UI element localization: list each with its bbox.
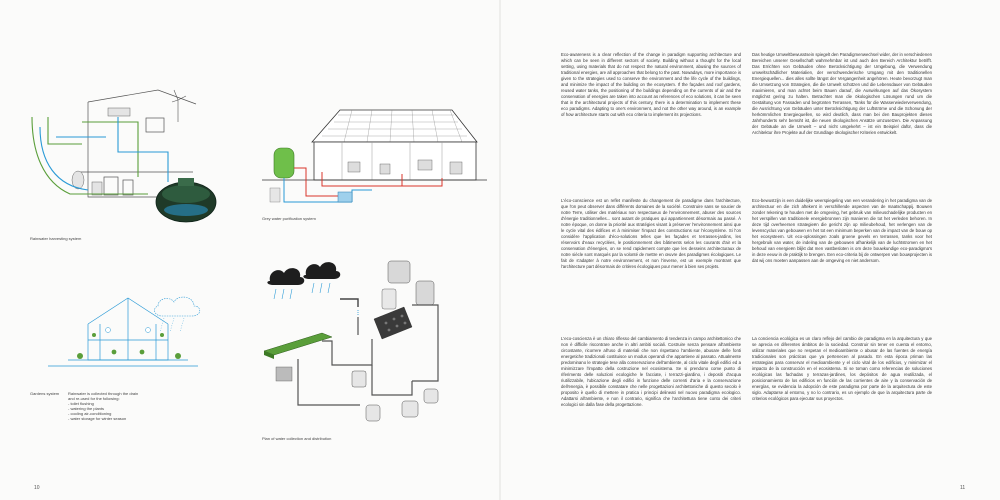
page-number-right: 11 [960, 485, 966, 491]
water-collection-plan-illustration [262, 255, 462, 433]
text-italian: L'eco-coscienza è un chiaro riflesso del cambiamento di tendenza in campo architettonico che non è difficile riscontrare anche in altri ambiti sociali. Costruire senza pensare all'ambiente circostante, ricorrere all'uso di materiali che non rispettano l'ambiente, abusare delle fonti energetiche tradizionali costituisce un modus operandi che appartiene al passato. Attualmente predominano le strategie tese alla conservazione dell'ambiente, al ciclo vitale degli edifici ed a minimizzare l'impatto della costruzione nel ecosistema. Se si prendono come punto di riferimento delle soluzioni ecologiche le facciate, i terrazzi-giardino, i depositi d'acqua riutilizzabile, l'ubicazione degli edifici in funzione delle correnti d'aria e la conservazione dell'energia, è possibile constatare che nelle progettazioni architettoniche di questo secolo è proposito è quello di mettere in pratica i principi delineati nel nuovo paradigma ecologico. Adattarsi all'ambiente, e non il contrario, significa che l'architettura tiene conto dei criteri ecologici sin dalla fase della progettazione. [561, 336, 741, 407]
caption-grey-water: Grey water purification system [262, 216, 316, 221]
grey-water-purification-illustration [262, 102, 487, 214]
rainwater-harvesting-illustration [18, 82, 228, 232]
caption-gardens-item: - cooling air-conditioning [68, 411, 112, 416]
text-english: Eco-awareness is a clear reflection of the change in paradigm supporting architecture and which can be seen in different sectors of society. Building without a thought for the local setting, using materials that do not respect the natural environment, abusing the sources of traditional energies, are all approaches that belong to the past. Nowadays, more importance is given to the strategies used to conserve the environment and the life cycle of the buildings, and minimize the impact of the building on the ecosystem. If the façades and roof gardens, reused water tanks, the positioning of the buildings depending on the currents of air and the conservation of energies are taken into account as references of eco solutions, it can be seen that in the architectural projects of this century, there is a determination to implement these eco paradigms. Adapting to one's environment, and not the other way around, is an example of how architecture starts out with eco criteria to implement its projections. [561, 52, 741, 117]
caption-gardens-intro: Rainwater is collected through the drain and re-used for the following: [68, 391, 139, 401]
book-gutter [499, 0, 501, 500]
caption-gardens-item: - watering the plants [68, 406, 105, 411]
page-number-left: 10 [34, 485, 40, 491]
text-spanish: La conciencia ecológica es un claro reflejo del cambio de paradigma en la arquitectura y que se aprecia en diferentes ámbitos de la sociedad. Construir sin tener en cuenta el entorno, utilizar materiales que no respetan el medioambiente o abusar de las fuentes de energía tradicionales son prácticas que ya pertenecen al pasado. En esta época priman las estrategias para conservar el medioambiente y el ciclo vital de los edificios, y minimizar el impacto de la construcción en el ecosistema. Si se toman como referencias de soluciones ecológicas las fachadas y terrazas-jardines, los depósitos de agua reutilizada, el posicionamiento de los edificios en función de las corrientes de aire y la conservación de energías, se evidencia la adopción de este paradigma por parte de la arquitectura de este siglo. Adaptarse al entorno, y no lo contrario, es un ejemplo de que la arquitectura parte de criterios ecológicos para ejecutar sus proyectos. [752, 336, 932, 401]
text-german: Das heutige Umweltbewusstsein spiegelt den Paradigmenwechsel wider, der in verschiedenen Bereichen unserer Gesellschaft wahrnehmbar ist und auch den Bereich Architektur betrifft. Das Errichten von Gebäuden ohne Berücksichtigung der Umgebung, die Verwendung umweltschädlicher Materialien, der verschwenderische Umgang mit den traditionellen Energiequellen... dies alles sollte längst der Vergangenheit angehören. Heute bevorzugt man die Umsetzung von Strategien, die die Umwelt schützen und die Lebensdauer von Gebäuden maximieren, und man achtet beim Bauen darauf, die Auswirkungen auf das Ökosystem möglichst gering zu halten. Betrachtet man die ökologischen Lösungen rund um die Gestaltung von Fassaden und begrünten Terrassen, Tanks für die Wasserwiederverwendung, die Ausrichtung von Gebäuden unter Berücksichtigung der Luftströme und die Schonung der herkömmlichen Energiequellen, so wird deutlich, dass man bei den Bauprojekten dieses Jahrhunderts sehr bemüht ist, die neuen ökologischen Ansätze umzusetzen. Die Anpassung der Gebäude an die Umwelt – und nicht umgekehrt – ist ein Beispiel dafür, dass die Architektur ihre Projekte auf der Grundlage ökologischer Kriterien entwickelt. [752, 52, 932, 135]
caption-gardens-prefix: Gardens system [30, 391, 60, 396]
caption-rainwater-harvesting: Rainwater harvesting system [30, 236, 82, 241]
caption-gardens-item: - water storage for winter season [68, 416, 127, 421]
caption-gardens-item: - toilet flushing [68, 401, 94, 406]
text-french: L'éco-conscience est un reflet manifeste du changement de paradigme dans l'architecture, que l'on peut observer dans différents domaines de la société. Construire sans se soucier de notre Terre, utiliser des matériaux non respectueux de l'environnement, abuser des sources d'énergie traditionnelles... sont autant de pratiques qui appartiennent désormais au passé. À notre époque, on donne la priorité aux stratégies visant à préserver l'environnement ainsi que le cycle vital des édifices et à minimiser l'impact des constructions sur l'écosystème. Si l'on considère l'application d'éco-solutions telles que les façades et terrasses-jardins, les réservoirs d'eaux recyclées, le positionnement des bâtiments selon les courants d'air et la conservation d'énergies, on se rend rapidement compte que les desseins architecturaux de notre siècle sont marqués par la volonté de mettre en œuvre des paradigmes écologiques. Le fait de s'adapter à notre environnement, et non l'inverse, est un exemple montrant que l'architecture part désormais de critères écologiques pour mener à bien ses projets. [561, 198, 741, 269]
gardens-system-illustration [28, 290, 213, 380]
text-dutch: Eco-bewustzijn is een duidelijke weerspiegeling van een verandering in het paradigma van de architectuur en die zich aftekent in verschillende aspecten van de maatschappij. Bouwen zonder rekening te houden met de omgeving, het gebruik van milieuschadelijke producten en het verspillen van traditionele energiebronnen zijn manieren die tot het verleden behoren. In deze tijd overheersen strategieën die gericht zijn op milieubehoud, het verlengen van de levenscyclus van gebouwen en het tot een minimum beperken van de impact van de bouw op het ecosysteem. Uit eco-oplossingen zoals groene gevels en terrassen, tanks voor het hergebruik van water, de indeling van de gebouwen afhankelijk van de luchtstromen en het behoud van energieën blijkt dat men vastbesloten is om deze bouwkundige eco-paradigma's in deze eeuw in de praktijk te brengen. Een eco-criteria bij de ontwerpen van bouwprojecten is dat wij ons moeten aanpassen aan de omgeving en niet andersom. [752, 198, 932, 263]
caption-water-collection: Plan of water collection and distribution [262, 436, 332, 441]
caption-gardens [68, 391, 146, 421]
